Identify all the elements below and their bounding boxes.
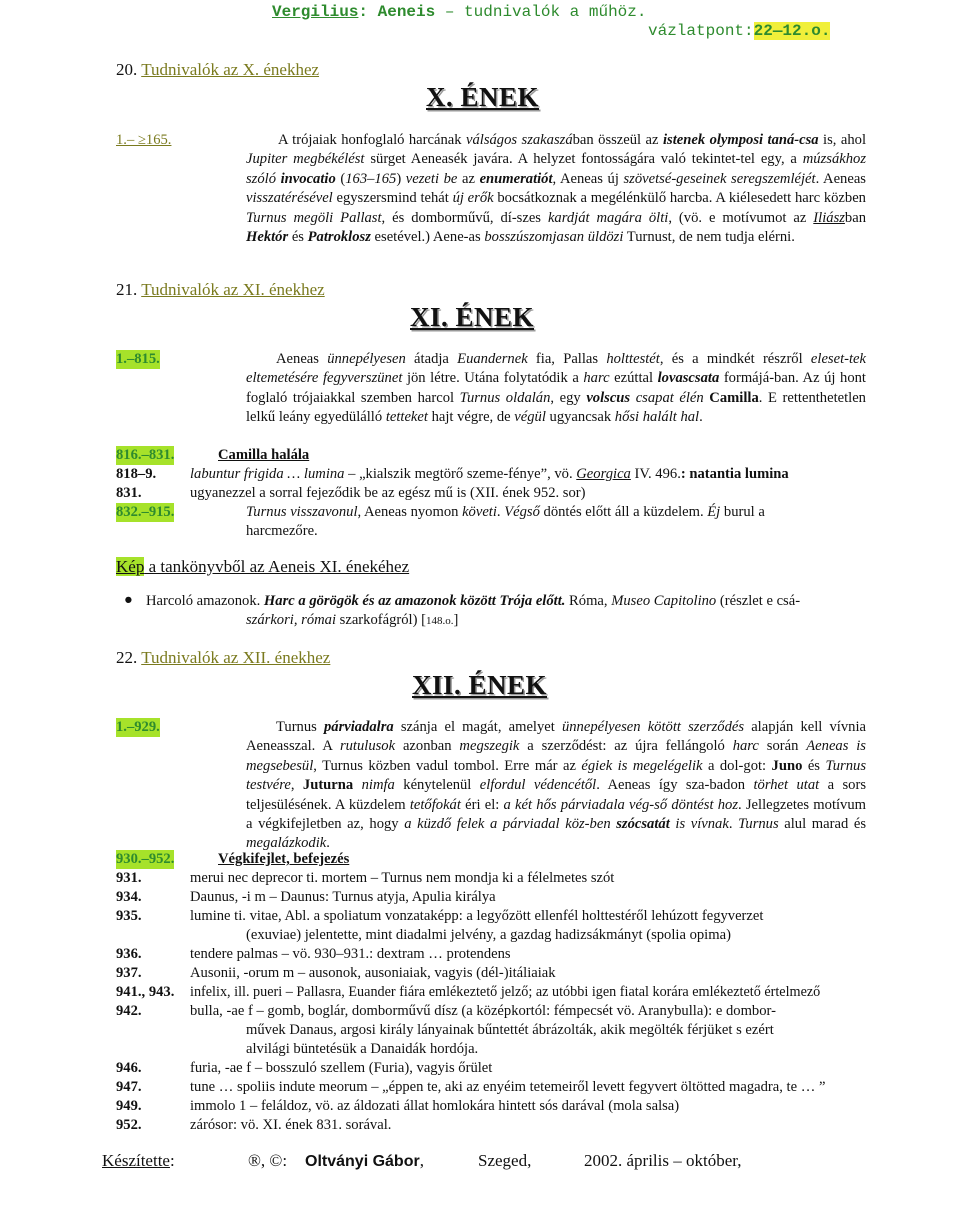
xii-ref-931-text: merui nec deprecor ti. mortem – Turnus nem mondja ki a félelmetes szót <box>190 870 615 886</box>
xi-ref-5-cont: harcmezőre. <box>246 523 318 539</box>
canto-x-title: X. ÉNEK <box>426 82 540 112</box>
xii-ref-930-title: Végkifejlet, befejezés <box>218 851 350 867</box>
xii-ref-947-text: tune … spoliis indute meorum – „éppen te, aki az enyéim tetemeiről levett fegyvert öltötted magadra, te … ” <box>190 1079 826 1095</box>
xi-ref-5-text: Turnus visszavonul, Aeneas nyomon követi. Végső döntés előtt áll a küzdelem. Éj burul a <box>246 504 765 520</box>
xii-ref-941: 941., 943. <box>116 984 175 1000</box>
xii-paragraph: Turnus párviadalra szánja el magát, amelyet ünnepélyesen kötött szerződés alapján kell vívnia Aeneasszal. A rutulusok azonban megszegik a szerződést: az újra fellángoló harc során Aeneas is megsebesül, Turnus közben vadul tombol. Erre már az égiek is megelégelik a dol-got: Juno és Turnus testvére, Juturna nimfa kénytelenül elfordul védencétől. Aeneas így sza-badon törhet utat a sors teljesülésének. A küzdelem tetőfokát éri el: a két hős párviadala vég-ső döntést hoz. Jellegzetes motívum a végkifejletben az, hogy a küzdő felek a párviadal köz-ben szócsatát is vívnak. Turnus alul marad és megalázkodik. <box>246 719 867 852</box>
section-20-heading <box>116 60 319 80</box>
xi-ref-5: 832.–915. <box>116 503 174 522</box>
xi-ref-3-text: labuntur frigida … lumina – „kialszik megtörő szeme-fénye”, vö. Georgica IV. 496.: natantia lumina <box>190 466 789 482</box>
section-22-heading <box>116 648 330 668</box>
xii-ref-1: 1.–929. <box>116 718 160 737</box>
footer-symbols: ®, ©: <box>248 1151 288 1170</box>
header-title <box>272 3 646 21</box>
xi-ref-2: 816.–831. <box>116 446 174 465</box>
vazlatpont-label: vázlatpont: <box>648 22 754 40</box>
header-vazlatpont <box>648 22 830 40</box>
xii-ref-941-text: infelix, ill. pueri – Pallasra, Euander fiára emlékeztető jelző; az utóbbi igen fiatal korára emlékeztető értelmező <box>190 984 821 1000</box>
header-subtitle: – tudnivalók a műhöz. <box>435 3 647 21</box>
xii-ref-935-cont: (exuviae) jelentette, mint diadalmi jelvény, a gazdag hadizsákmányt (spolia opima) <box>246 927 731 943</box>
section-21-title: Tudnivalók az XI. énekhez <box>141 280 325 299</box>
canto-xii-title: XII. ÉNEK <box>412 670 548 700</box>
canto-xi-title: XI. ÉNEK <box>410 302 535 332</box>
xii-ref-947: 947. <box>116 1079 142 1095</box>
kep-heading <box>116 557 409 577</box>
xi-ref-2-title: Camilla halála <box>218 447 310 463</box>
xii-ref-946-text: furia, -ae f – bosszuló szellem (Furia), vagyis őrület <box>190 1060 493 1076</box>
section-20-number: 20. <box>116 60 138 79</box>
section-21-heading <box>116 280 325 300</box>
kep-caption-cont: szárkori, római szarkofágról) [148.o.] <box>246 612 459 628</box>
section-21-number: 21. <box>116 280 138 299</box>
bullet-dot: ● <box>124 592 133 608</box>
footer-city: Szeged, <box>478 1151 532 1170</box>
xi-ref-4-text: ugyanezzel a sorral fejeződik be az egész mű is (XII. ének 952. sor) <box>190 485 586 501</box>
xii-ref-949: 949. <box>116 1098 142 1114</box>
header-author: Vergilius <box>272 3 359 21</box>
kep-caption: Harcoló amazonok. Harc a görögök és az amazonok között Trója előtt. Róma, Museo Capitolino (részlet e csá- <box>146 593 801 609</box>
xii-ref-937-text: Ausonii, -orum m – ausonok, ausoniaiak, vagyis (dél-)itáliaiak <box>190 965 556 981</box>
header-work: : Aeneis <box>358 3 436 21</box>
xii-ref-937: 937. <box>116 965 142 981</box>
xii-ref-949-text: immolo 1 – feláldoz, vö. az áldozati állat homlokára hintett sós darával (mola salsa) <box>190 1098 680 1114</box>
xi-ref-1: 1.–815. <box>116 350 160 369</box>
section-22-title: Tudnivalók az XII. énekhez <box>141 648 331 667</box>
x-paragraph: A trójaiak honfoglaló harcának válságos szakaszában összeül az istenek olymposi taná-csa is, ahol Jupiter megbékélést sürget Aeneasék javára. A helyzet fontosságára való tekintet-tel egy, a múzsákhoz szóló invocatio (163–165) vezeti be az enumeratiót, Aeneas új szövetsé-geseinek seregszemléjét. Aeneas visszatérésével egyszersmind tehát új erők bocsátkoznak a megélénkülő harcba. A kiélesedett harc közben Turnus megöli Pallast, és domborművű, dí-szes kardját magára ölti, (vö. e motívumot az Iliászban Hektór és Patroklosz esetével.) Aene-as bosszúszomjasan üldözi Turnust, de nem tudja elérni. <box>246 132 867 246</box>
footer-date: 2002. április – október, <box>584 1151 742 1170</box>
xi-ref-4: 831. <box>116 485 142 501</box>
section-20-title: Tudnivalók az X. énekhez <box>141 60 320 79</box>
xii-ref-952-text: zárósor: vö. XI. ének 831. sorával. <box>190 1117 392 1133</box>
xii-ref-934-text: Daunus, -i m – Daunus: Turnus atyja, Apulia királya <box>190 889 496 905</box>
xi-ref-3: 818–9. <box>116 466 157 482</box>
xii-ref-936-text: tendere palmas – vö. 930–931.: dextram … protendens <box>190 946 511 962</box>
xii-ref-936: 936. <box>116 946 142 962</box>
kep-rest: a tankönyvből az Aeneis XI. énekéhez <box>144 557 410 576</box>
footer-author: Oltványi Gábor, <box>305 1151 424 1170</box>
kep-word: Kép <box>116 557 145 576</box>
xii-ref-942-cont2: alvilági büntetésük a Danaidák hordója. <box>246 1041 479 1057</box>
xii-ref-952: 952. <box>116 1117 142 1133</box>
footer-label: Készítette: <box>102 1151 175 1170</box>
xi-paragraph: Aeneas ünnepélyesen átadja Euandernek fia, Pallas holttestét, és a mindkét részről eleset-tek eltemetésére fegyverszünet jön létre. Utána folytatódik a harc ezúttal lovascsata formájá-ban. Az új hont foglaló trójaiakkal szemben harcol Turnus oldalán, egy volscus csapat élén Camilla. E rettenthetetlen lelkű leány egyedülálló tetteket hajt végre, de végül ugyancsak hősi halált hal. <box>246 351 866 426</box>
section-22-number: 22. <box>116 648 138 667</box>
xii-ref-942-cont1: művek Danaus, argosi király lányainak bűntettét ábrázolták, akik megölték férjüket s ezért <box>246 1022 774 1038</box>
vazlatpont-value: 22—12.o. <box>753 22 831 40</box>
x-ref-number: 1.– ≥165. <box>116 132 172 148</box>
xii-ref-931: 931. <box>116 870 142 886</box>
xii-ref-930: 930.–952. <box>116 850 174 869</box>
xii-ref-935: 935. <box>116 908 142 924</box>
xii-ref-942: 942. <box>116 1003 142 1019</box>
xii-ref-935-text: lumine ti. vitae, Abl. a spoliatum vonzataképp: a legyőzött ellenfél holttestéről lehúzott fegyverzet <box>190 908 764 924</box>
xii-ref-946: 946. <box>116 1060 142 1076</box>
xii-ref-942-text: bulla, -ae f – gomb, boglár, domborművű dísz (a középkortól: fémpecsét vö. Aranybulla): e dombor- <box>190 1003 776 1019</box>
xii-ref-934: 934. <box>116 889 142 905</box>
